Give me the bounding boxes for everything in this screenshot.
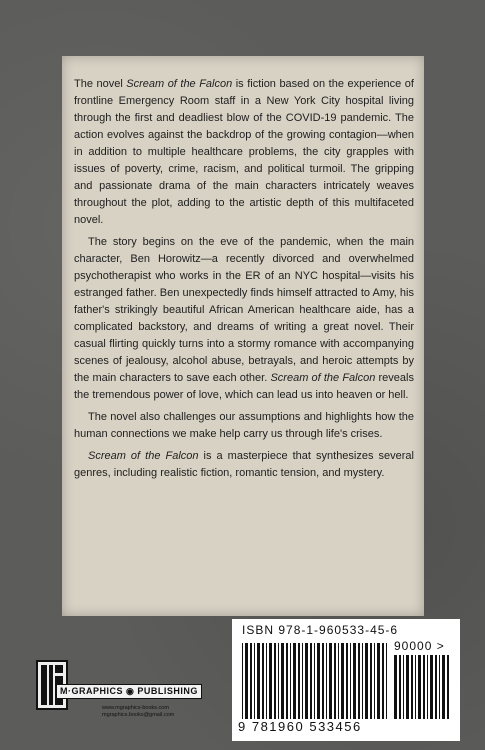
barcode-bar	[305, 643, 308, 719]
publisher-logo	[36, 660, 206, 720]
barcode-bar	[262, 643, 264, 719]
publisher-email: mgraphics.books@gmail.com	[102, 712, 175, 718]
barcode-bar	[254, 643, 255, 719]
barcode-bar	[326, 643, 327, 719]
barcode-bar	[399, 655, 401, 719]
barcode-bar	[310, 643, 312, 719]
barcode-bar	[278, 643, 279, 719]
barcode-bar	[266, 643, 267, 719]
p1-book-title: Scream of the Falcon	[126, 78, 233, 90]
barcode-bar	[242, 643, 243, 719]
barcode-bar	[322, 643, 324, 719]
barcode-bar	[245, 643, 248, 719]
barcode-bar	[314, 643, 315, 719]
barcode-bar	[298, 643, 300, 719]
ean-barcode-bars	[242, 643, 390, 719]
blurb-paragraph-1	[74, 76, 414, 229]
barcode-bar	[257, 643, 260, 719]
barcode-bar	[362, 643, 363, 719]
ean-number: 9 781960 533456	[238, 719, 362, 734]
barcode-bar	[427, 655, 428, 719]
barcode-bar	[442, 655, 445, 719]
p2-rest: reveals the tremendous power of love, which can lead us into heaven or hell.	[74, 372, 414, 401]
barcode-bar	[403, 655, 404, 719]
barcode-bar	[269, 643, 272, 719]
addon-barcode-bars	[394, 655, 452, 719]
barcode-bar	[346, 643, 348, 719]
barcode-bar	[377, 643, 380, 719]
barcode-bar	[286, 643, 288, 719]
barcode-bar	[394, 655, 397, 719]
barcode-bar	[386, 643, 387, 719]
barcode-bar	[302, 643, 303, 719]
barcode-bar	[290, 643, 291, 719]
barcode-bar	[350, 643, 351, 719]
barcode-bar	[317, 643, 320, 719]
barcode-bar	[281, 643, 284, 719]
p4-rest: is a masterpiece that synthesizes several genres, including realistic fiction, romantic tension, and mystery.	[74, 450, 414, 479]
publisher-website: www.mgraphics-books.com	[102, 705, 169, 711]
barcode-bar	[418, 655, 421, 719]
barcode-bar	[382, 643, 384, 719]
back-cover-blurb	[74, 76, 414, 487]
barcode-bar	[435, 655, 437, 719]
price-addon-label: 90000 >	[394, 639, 445, 653]
barcode-bar	[334, 643, 336, 719]
p4-book-title: Scream of the Falcon	[88, 450, 199, 462]
blurb-paragraph-2	[74, 234, 414, 404]
barcode-bar	[358, 643, 360, 719]
barcode-bar	[406, 655, 409, 719]
p2-text: The story begins on the eve of the pandemic, when the main character, Ben Horowitz—a recently divorced and overwhelmed psychotherapist who works in the ER of an NYC hospital—visits his estranged father. Ben unexpectedly finds himself attracted to Amy, his father's strikingly beautiful African American healthcare aide, has a complicated backstory, and dreams of writing a great novel. Their casual flirting quickly turns into a stormy romance with accompanying scenes of jealousy, alcohol abuse, betrayals, and heroic attempts by the main characters to save each other.	[74, 236, 414, 384]
p1-lead: The novel	[74, 78, 127, 90]
p3-text: The novel also challenges our assumptions and highlights how the human connections we make help carry us through life's crises.	[74, 411, 414, 440]
barcode-bar	[423, 655, 425, 719]
p1-rest: is fiction based on the experience of frontline Emergency Room staff in a New York City hospital living through the first and deadliest blow of the COVID-19 pandemic. The action evolves against the backdrop of the growing contagion—when in addition to multiple healthcare problems, the city grapples with issues of poverty, crime, racism, and political turmoil. The gripping and passionate drama of the main characters intricately weaves throughout the plot, adding to the artistic depth of this multifaceted novel.	[74, 78, 414, 226]
barcode-bar	[341, 643, 344, 719]
barcode-bar	[411, 655, 413, 719]
barcode-bar	[338, 643, 339, 719]
barcode-bar	[370, 643, 372, 719]
blurb-paragraph-4	[74, 448, 414, 482]
barcode-bar	[293, 643, 296, 719]
barcode-bar	[274, 643, 276, 719]
barcode-bar	[353, 643, 356, 719]
barcode-bar	[365, 643, 368, 719]
barcode-bar	[430, 655, 433, 719]
barcode-bar	[415, 655, 416, 719]
isbn-label: ISBN 978-1-960533-45-6	[242, 623, 399, 637]
barcode-bar	[329, 643, 332, 719]
barcode-bar	[374, 643, 375, 719]
blurb-paragraph-3	[74, 409, 414, 443]
barcode-bar	[447, 655, 449, 719]
barcode-bar	[250, 643, 252, 719]
publisher-name: M·GRAPHICS ◉ PUBLISHING	[56, 684, 202, 699]
barcode-bar	[439, 655, 440, 719]
isbn-barcode	[232, 619, 460, 741]
p2-book-title: Scream of the Falcon	[270, 372, 376, 384]
